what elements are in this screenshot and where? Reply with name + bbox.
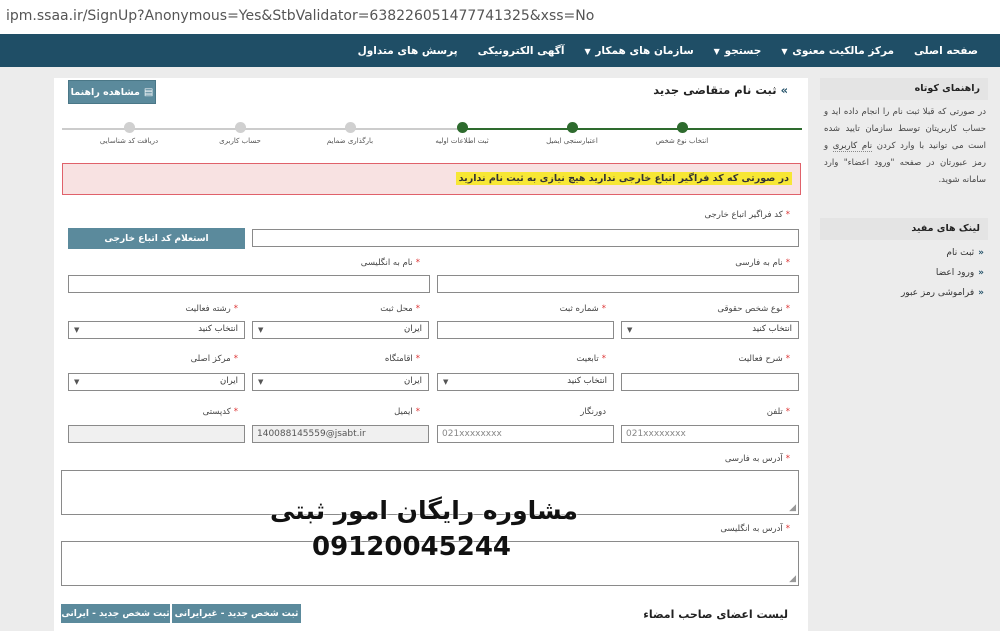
fax-input[interactable]: 021xxxxxxxx xyxy=(437,425,614,443)
email-input[interactable]: 140088145559@jsabt.ir xyxy=(252,425,429,443)
step-label: بارگذاری ضمایم xyxy=(326,137,374,145)
nav-item-1[interactable] xyxy=(771,45,904,57)
postal-code-input[interactable] xyxy=(68,425,245,443)
legal-type-select[interactable]: انتخاب کنید ▼ xyxy=(621,321,799,339)
sidebar xyxy=(820,78,988,308)
view-guide-button[interactable] xyxy=(68,80,156,104)
url-text[interactable]: ipm.ssaa.ir/SignUp?Anonymous=Yes&StbValidator=638226051477741325&xss=No xyxy=(6,8,595,24)
dropdown-arrow-icon: ▼ xyxy=(443,378,449,386)
signatory-members-title: لیست اعضای صاحب امضاء xyxy=(643,608,788,621)
resize-grip-icon[interactable]: ◢ xyxy=(789,574,796,584)
resize-grip-icon[interactable]: ◢ xyxy=(789,503,796,513)
step-dot-icon xyxy=(345,122,356,133)
nationality-label: *تابعیت xyxy=(576,354,606,364)
watermark-line1: مشاوره رایگان امور ثبتی xyxy=(270,496,578,525)
double-chevron-icon: « xyxy=(978,288,984,298)
useful-link-label: فراموشی رمز عبور xyxy=(900,288,975,298)
watermark-phone: 09120045244 xyxy=(312,532,511,562)
activity-field-label: *رشته فعالیت xyxy=(185,304,238,314)
nav-item-5[interactable] xyxy=(348,45,468,57)
caret-down-icon: ▼ xyxy=(781,46,791,56)
step-dot-icon xyxy=(567,122,578,133)
activity-field-select[interactable]: انتخاب کنید ▼ xyxy=(68,321,245,339)
double-chevron-icon: « xyxy=(978,268,984,278)
main-center-label: *مرکز اصلی xyxy=(190,354,238,364)
activity-desc-label: *شرح فعالیت xyxy=(738,354,790,364)
book-icon: ▤ xyxy=(143,86,154,98)
step-dot-icon xyxy=(457,122,468,133)
page-title xyxy=(653,83,788,97)
nav-menu xyxy=(0,34,1000,67)
phone-label: *تلفن xyxy=(766,407,790,417)
fax-label: دورنگار xyxy=(580,407,606,417)
residence-label: *اقامتگاه xyxy=(384,354,420,364)
nav-item-label: جستجو xyxy=(724,44,762,57)
step-1 xyxy=(517,122,627,145)
double-chevron-icon: « xyxy=(978,248,984,258)
add-iranian-person-button[interactable]: ثبت شخص جدید - ایرانی xyxy=(61,604,170,623)
name-fa-input[interactable] xyxy=(437,275,799,293)
main-center-select[interactable]: ایران ▼ xyxy=(68,373,245,391)
step-5 xyxy=(74,122,184,145)
main-nav xyxy=(0,34,1000,67)
short-guide-text: در صورتی که قبلا ثبت نام را انجام داده اید و حساب کاربریتان توسط سازمان تایید شده است می توانید با وارد کردن نام کاربری و رمز عبورتان در صفحه "ورود اعضاء" وارد سامانه شوید. xyxy=(824,107,987,185)
useful-links-list xyxy=(820,240,988,308)
foreign-code-input[interactable] xyxy=(252,229,799,247)
useful-link-label: ثبت نام xyxy=(946,248,975,258)
step-dot-icon xyxy=(677,122,688,133)
step-dot-icon xyxy=(124,122,135,133)
useful-link-1[interactable] xyxy=(820,268,984,288)
caret-down-icon: ▼ xyxy=(713,46,723,56)
step-label: انتخاب نوع شخص xyxy=(655,137,709,145)
nav-item-2[interactable] xyxy=(704,45,772,57)
reg-number-label: *شماره ثبت xyxy=(559,304,606,314)
alert-text: در صورتی که کد فراگیر اتباع خارجی ندارید هیچ نیازی به ثبت نام ندارید xyxy=(456,172,792,185)
username-term: نام کاربری xyxy=(832,141,873,151)
phone-input[interactable]: 021xxxxxxxx xyxy=(621,425,799,443)
nav-item-label: مرکز مالکیت معنوی xyxy=(792,44,895,57)
step-2 xyxy=(407,122,517,145)
nav-item-4[interactable] xyxy=(468,45,575,57)
dropdown-arrow-icon: ▼ xyxy=(258,326,264,334)
browser-address-bar[interactable] xyxy=(0,0,1000,35)
nav-item-label: صفحه اصلی xyxy=(914,44,978,57)
dropdown-arrow-icon: ▼ xyxy=(627,326,633,334)
useful-links-header: لینک های مفید xyxy=(820,218,988,240)
reg-place-label: *محل ثبت xyxy=(380,304,420,314)
name-en-label: *نام به انگلیسی xyxy=(360,258,420,268)
postal-code-label: *کدپستی xyxy=(202,407,238,417)
short-guide-header: راهنمای کوتاه xyxy=(820,78,988,100)
step-4 xyxy=(185,122,295,145)
nav-item-0[interactable] xyxy=(904,45,988,57)
useful-link-0[interactable] xyxy=(820,248,984,268)
double-chevron-icon: » xyxy=(780,83,788,97)
dropdown-arrow-icon: ▼ xyxy=(74,326,80,334)
step-label: اعتبارسنجی ایمیل xyxy=(546,137,598,145)
foreign-code-alert xyxy=(62,163,801,195)
foreign-code-inquiry-button[interactable]: استعلام کد اتباع خارجی xyxy=(68,228,245,249)
name-fa-label: *نام به فارسی xyxy=(735,258,790,268)
nav-item-label: آگهی الکترونیکی xyxy=(477,44,565,57)
reg-place-select[interactable]: ایران ▼ xyxy=(252,321,429,339)
name-en-input[interactable] xyxy=(68,275,430,293)
nav-item-label: سازمان های همکار xyxy=(595,44,694,57)
reg-number-input[interactable] xyxy=(437,321,614,339)
step-0 xyxy=(627,122,737,145)
residence-select[interactable]: ایران ▼ xyxy=(252,373,429,391)
foreign-code-label: *کد فراگیر اتباع خارجی xyxy=(704,210,790,220)
legal-type-label: *نوع شخص حقوقی xyxy=(717,304,790,314)
useful-link-2[interactable] xyxy=(820,288,984,308)
nationality-select[interactable]: انتخاب کنید ▼ xyxy=(437,373,614,391)
useful-link-label: ورود اعضا xyxy=(935,268,975,278)
nav-item-label: پرسش های متداول xyxy=(357,44,458,57)
step-label: ثبت اطلاعات اولیه xyxy=(435,137,489,145)
dropdown-arrow-icon: ▼ xyxy=(258,378,264,386)
step-label: حساب کاربری xyxy=(219,137,261,145)
step-label: دریافت کد شناسایی xyxy=(99,137,159,145)
email-label: *ایمیل xyxy=(394,407,420,417)
step-3 xyxy=(295,122,405,145)
dropdown-arrow-icon: ▼ xyxy=(74,378,80,386)
page-title-text: ثبت نام متقاضی جدید xyxy=(653,83,777,97)
activity-desc-input[interactable] xyxy=(621,373,799,391)
address-fa-label: *آدرس به فارسی xyxy=(724,454,790,464)
caret-down-icon: ▼ xyxy=(584,46,594,56)
nav-item-3[interactable] xyxy=(574,45,703,57)
address-en-label: *آدرس به انگلیسی xyxy=(720,524,790,534)
view-guide-label: مشاهده راهنما xyxy=(70,86,140,98)
add-non-iranian-person-button[interactable]: ثبت شخص جدید - غیرایرانی xyxy=(172,604,301,623)
step-dot-icon xyxy=(235,122,246,133)
